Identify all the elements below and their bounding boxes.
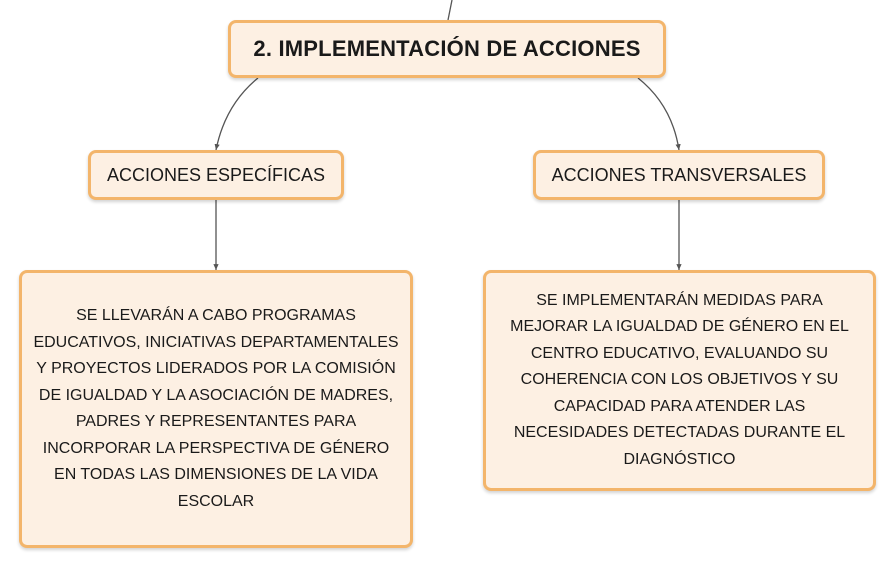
- branch-label-specific: ACCIONES ESPECÍFICAS: [106, 164, 326, 185]
- root-node: [228, 20, 666, 78]
- detail-text-transversal: SE IMPLEMENTARÁN MEDIDAS PARA MEJORAR LA IGUALDAD DE GÉNERO EN EL CENTRO EDUCATIVO, EVALUANDO SU COHERENCIA CON LOS OBJETIVOS Y SU CAPACIDAD PARA ATENDER LAS NECESIDADES DETECTADAS DURANTE EL DIAGNÓSTICO: [510, 291, 849, 468]
- connector-parent-to-root: [448, 0, 452, 20]
- connector-root-to-specific: [216, 78, 258, 150]
- detail-node-transversal: [483, 270, 876, 491]
- detail-node-specific: [19, 270, 413, 548]
- root-label: 2. IMPLEMENTACIÓN DE ACCIONES: [253, 36, 641, 61]
- branch-label-transversal: ACCIONES TRANSVERSALES: [551, 164, 807, 185]
- detail-text-specific: SE LLEVARÁN A CABO PROGRAMAS EDUCATIVOS, INICIATIVAS DEPARTAMENTALES Y PROYECTOS LIDERADOS POR LA COMISIÓN DE IGUALDAD Y LA ASOCIACIÓN DE MADRES, PADRES Y REPRESENTANTES PARA INCORPORAR LA PERSPECTIVA DE GÉNERO EN TODAS LAS DIMENSIONES DE LA VIDA ESCOLAR: [33, 307, 399, 510]
- connector-root-to-transversal: [638, 78, 679, 150]
- branch-node-transversal: [533, 150, 825, 200]
- branch-node-specific: [88, 150, 344, 200]
